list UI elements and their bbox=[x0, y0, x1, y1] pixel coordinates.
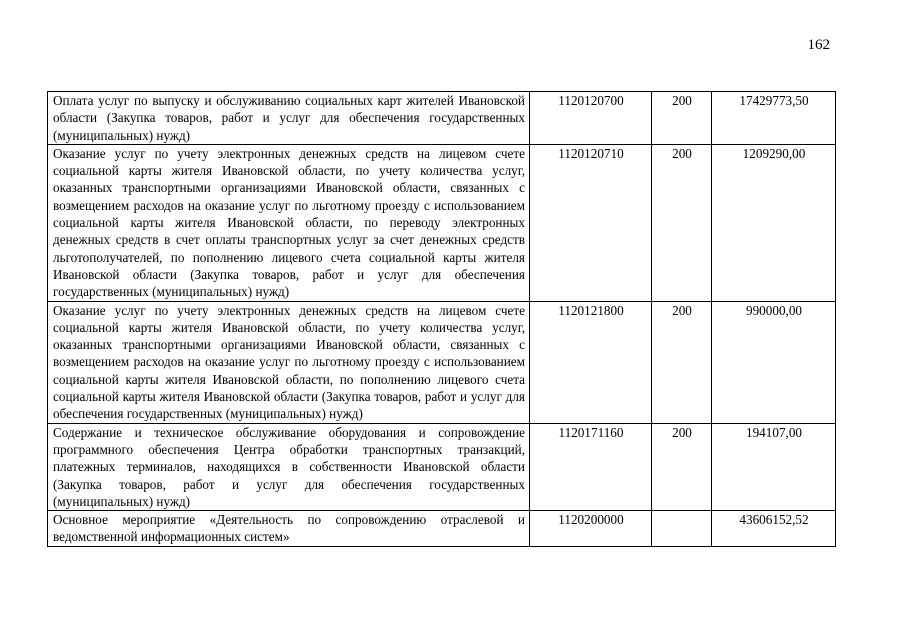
table-row bbox=[48, 144, 836, 301]
row-description: Оплата услуг по выпуску и обслуживанию социальных карт жителей Ивановской области (Закупка товаров, работ и услуг для обеспечения государственных (муниципальных) нужд) bbox=[48, 92, 530, 145]
row-expense-type: 200 bbox=[652, 301, 712, 423]
row-amount: 43606152,52 bbox=[712, 511, 836, 547]
table-row bbox=[48, 301, 836, 423]
row-target-code: 1120171160 bbox=[530, 423, 652, 510]
row-description: Основное мероприятие «Деятельность по сопровождению отраслевой и ведомственной информационных систем» bbox=[48, 511, 530, 547]
budget-table bbox=[47, 91, 836, 547]
page-number: 162 bbox=[807, 37, 830, 53]
row-description: Содержание и техническое обслуживание оборудования и сопровождение программного обеспечения Центра обработки транспортных транзакций, платежных терминалов, находящихся в собственности Ивановской области (Закупка товаров, работ и услуг для обеспечения государственных (муниципальных) нужд) bbox=[48, 423, 530, 510]
row-target-code: 1120200000 bbox=[530, 511, 652, 547]
row-target-code: 1120120700 bbox=[530, 92, 652, 145]
table-row bbox=[48, 92, 836, 145]
row-expense-type: 200 bbox=[652, 423, 712, 510]
row-description: Оказание услуг по учету электронных денежных средств на лицевом счете социальной карты жителя Ивановской области, по учету количества услуг, оказанных транспортными организациями Ивановской области, связанных с возмещением расходов на оказание услуг по льготному проезду с использованием социальной карты жителя Ивановской области, по пополнению лицевого счета социальной карты жителя Ивановской области (Закупка товаров, работ и услуг для обеспечения государственных (муниципальных) нужд) bbox=[48, 301, 530, 423]
row-expense-type bbox=[652, 511, 712, 547]
table-row bbox=[48, 511, 836, 547]
row-expense-type: 200 bbox=[652, 92, 712, 145]
row-amount: 17429773,50 bbox=[712, 92, 836, 145]
row-amount: 1209290,00 bbox=[712, 144, 836, 301]
row-amount: 194107,00 bbox=[712, 423, 836, 510]
table-row bbox=[48, 423, 836, 510]
row-target-code: 1120120710 bbox=[530, 144, 652, 301]
row-description: Оказание услуг по учету электронных денежных средств на лицевом счете социальной карты жителя Ивановской области, по учету количества услуг, оказанных транспортными организациями Ивановской области, связанных с возмещением расходов на оказание услуг по льготному проезду с использованием социальной карты жителя Ивановской области, по переводу электронных денежных средств в счет оплаты транспортных услуг за счет денежных средств льготополучателей, по пополнению лицевого счета социальной карты жителя Ивановской области (Закупка товаров, работ и услуг для обеспечения государственных (муниципальных) нужд) bbox=[48, 144, 530, 301]
row-expense-type: 200 bbox=[652, 144, 712, 301]
row-target-code: 1120121800 bbox=[530, 301, 652, 423]
row-amount: 990000,00 bbox=[712, 301, 836, 423]
